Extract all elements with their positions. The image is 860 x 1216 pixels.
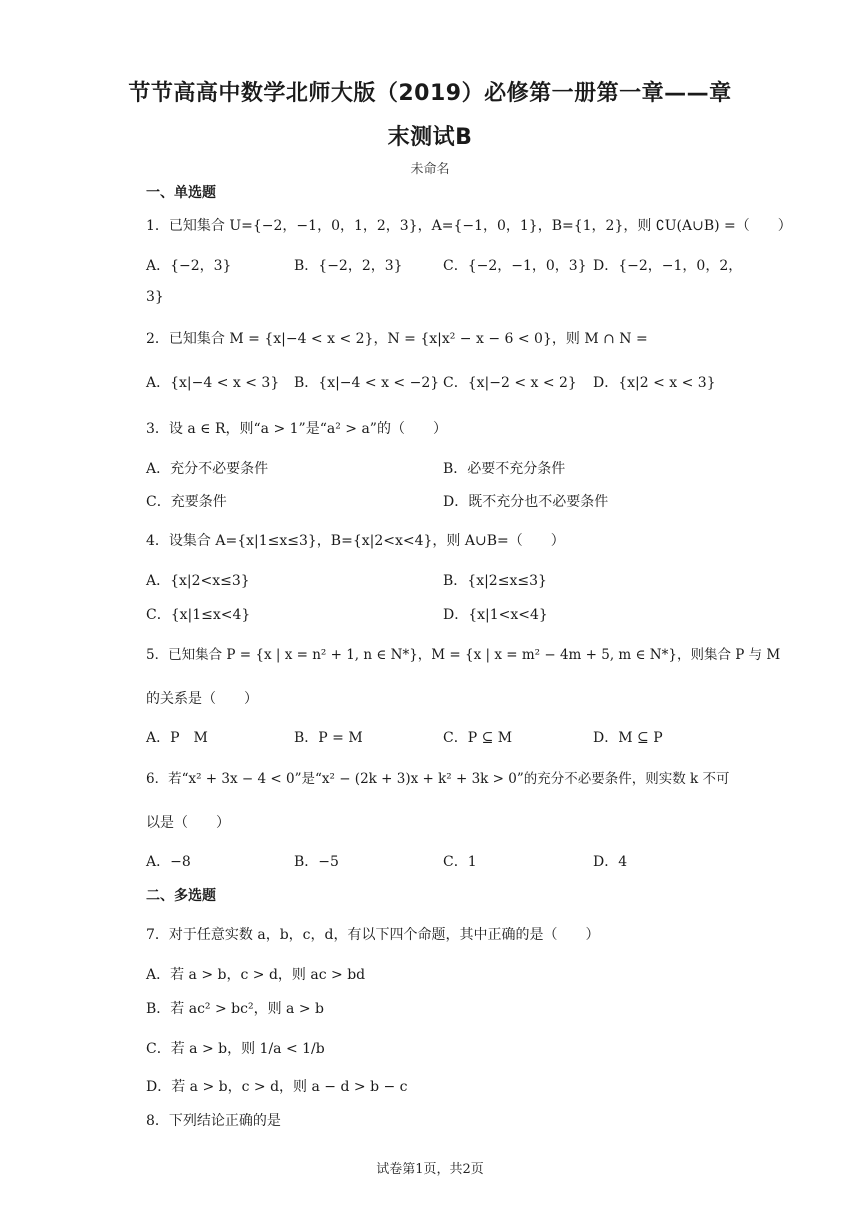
question-5-stem-continued: 的关系是（ ）	[146, 691, 258, 707]
question-6-stem: 6．若“x² + 3x − 4 < 0”是“x² − (2k + 3)x + k² + 3k > 0”的充分不必要条件，则实数 k 不可	[146, 771, 730, 787]
question-1-option-d-continued: 3}	[146, 289, 164, 305]
question-7-option-b: B．若 ac² > bc²，则 a > b	[146, 1001, 324, 1017]
question-5-option-d: D．M ⊆ P	[593, 730, 663, 746]
question-7-option-d: D．若 a > b，c > d，则 a − d > b − c	[146, 1079, 408, 1095]
exam-title-line2: 末测试B	[387, 125, 473, 150]
question-7-option-a: A．若 a > b，c > d，则 ac > bd	[146, 967, 366, 983]
question-1-option-d: D．{−2，−1，0，2，	[593, 258, 743, 274]
question-4-option-a: A．{x|2<x≤3}	[146, 573, 250, 589]
question-2-stem: 2．已知集合 M = {x|−4 < x < 2}，N = {x|x² − x − 6 < 0}，则 M ∩ N =	[146, 331, 648, 347]
page-footer: 试卷第1页，共2页	[376, 1162, 484, 1177]
question-4-option-c: C．{x|1≤x<4}	[146, 607, 251, 623]
question-1-option-a: A．{−2，3}	[146, 258, 232, 274]
question-7-option-c: C．若 a > b，则 1/a < 1/b	[146, 1041, 325, 1057]
question-5-option-a: A．P M	[146, 730, 208, 746]
question-6-option-a: A．−8	[146, 854, 191, 870]
question-8-stem: 8．下列结论正确的是	[146, 1113, 281, 1129]
question-5-option-c: C．P ⊆ M	[443, 730, 513, 746]
question-6-option-b: B．−5	[294, 854, 339, 870]
question-4-stem: 4．设集合 A={x|1≤x≤3}，B={x|2<x<4}，则 A∪B=（ ）	[146, 533, 565, 549]
question-1-option-c: C．{−2，−1，0，3}	[443, 258, 587, 274]
question-6-stem-continued: 以是（ ）	[146, 815, 230, 831]
question-4-option-d: D．{x|1<x<4}	[443, 607, 548, 623]
question-6-option-d: D．4	[593, 854, 628, 870]
question-3-stem: 3．设 a ∈ R，则“a > 1”是“a² > a”的（ ）	[146, 421, 447, 437]
question-4-option-b: B．{x|2≤x≤3}	[443, 573, 547, 589]
question-5-stem: 5．已知集合 P = {x | x = n² + 1, n ∈ N*}，M = {x | x = m² − 4m + 5, m ∈ N*}，则集合 P 与 M	[146, 647, 781, 663]
exam-subtitle: 未命名	[410, 162, 450, 177]
question-3-option-a: A．充分不必要条件	[146, 461, 269, 477]
question-1-option-b: B．{−2，2，3}	[294, 258, 403, 274]
section-single-choice: 一、单选题	[146, 185, 216, 201]
question-1-stem: 1．已知集合 U={−2，−1，0，1，2，3}，A={−1，0，1}，B={1，2}，则 ∁U(A∪B) =（ ）	[146, 218, 792, 234]
question-6-option-c: C．1	[443, 854, 477, 870]
exam-title-line1: 节节高高中数学北师大版（2019）必修第一册第一章——章	[128, 81, 732, 106]
question-7-stem: 7．对于任意实数 a，b，c，d，有以下四个命题，其中正确的是（ ）	[146, 927, 600, 943]
question-3-option-c: C．充要条件	[146, 494, 227, 510]
question-2-option-c: C．{x|−2 < x < 2}	[443, 375, 577, 391]
question-3-option-b: B．必要不充分条件	[443, 461, 566, 477]
question-3-option-d: D．既不充分也不必要条件	[443, 494, 609, 510]
question-2-option-b: B．{x|−4 < x < −2}	[294, 375, 440, 391]
question-2-option-d: D．{x|2 < x < 3}	[593, 375, 716, 391]
section-multiple-choice: 二、多选题	[146, 888, 216, 904]
question-5-option-b: B．P = M	[294, 730, 363, 746]
question-2-option-a: A．{x|−4 < x < 3}	[146, 375, 280, 391]
